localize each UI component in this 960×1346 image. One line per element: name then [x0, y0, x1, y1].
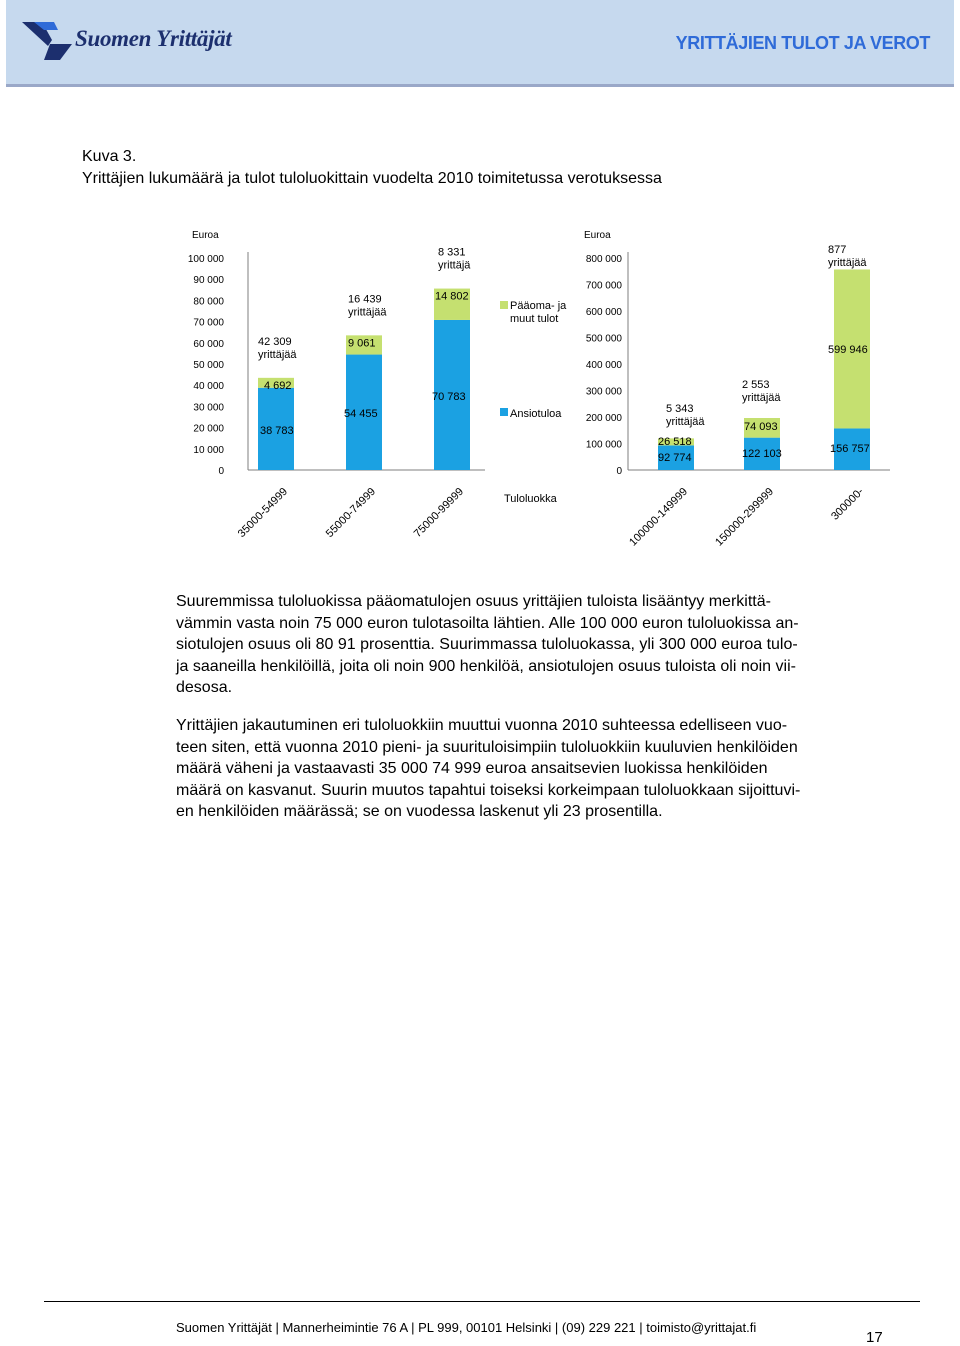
chart-income-high — [570, 220, 910, 560]
y-tick-label: 100 000 — [187, 254, 224, 265]
legend-swatch-paaoma — [500, 301, 508, 309]
y-tick-label: 20 000 — [193, 423, 224, 435]
y-tick-label: 600 000 — [585, 307, 622, 318]
y-tick-label: 50 000 — [193, 360, 224, 371]
y-tick-label: 10 000 — [193, 444, 224, 456]
data-label-ansiotuloa: 92 774 — [658, 452, 692, 464]
data-label-paaoma: 9 061 — [348, 337, 376, 350]
y-axis-title: Euroa — [584, 230, 611, 241]
data-label-paaoma: 599 946 — [828, 344, 868, 356]
data-label-paaoma: 4 692 — [264, 379, 292, 392]
data-label-ansiotuloa: 70 783 — [432, 391, 466, 403]
count-label: 877 yrittäjää — [828, 244, 867, 269]
text-line: ja saaneilla henkilöillä, joita oli noin 900 henkilöä, ansiotulojen osuus tuloista oli noin vii- — [176, 657, 796, 675]
x-tick-label: 55000-74999 — [323, 485, 379, 540]
x-tick-label: 35000-54999 — [235, 485, 291, 540]
paragraph-2 — [176, 715, 892, 823]
y-tick-label: 70 000 — [193, 317, 224, 329]
count-label: 8 331 yrittäjä — [438, 246, 471, 272]
text-line: vämmin vasta noin 75 000 euron tulotasoilta lähtien. Alle 100 000 euron tuloluokissa an- — [176, 614, 799, 632]
legend-swatch-ansiotuloa — [500, 408, 508, 416]
y-tick-label: 30 000 — [193, 402, 224, 414]
caption-label: Kuva 3. — [82, 148, 137, 165]
y-tick-label: 90 000 — [193, 275, 224, 287]
y-tick-label: 0 — [218, 466, 224, 477]
x-tick-label: 300000- — [829, 485, 867, 523]
count-label: 16 439 yrittäjää — [348, 293, 387, 319]
legend-label-ansiotuloa: Ansiotuloa — [510, 408, 562, 420]
caption-title: Yrittäjien lukumäärä ja tulot tuloluokittain vuodelta 2010 toimitetussa verotuksessa — [82, 170, 662, 187]
x-tick-label: 150000-299999 — [713, 485, 777, 549]
logo-text: Suomen Yrittäjät — [75, 26, 232, 51]
y-tick-label: 100 000 — [585, 439, 622, 451]
text-line: desosa. — [176, 679, 233, 696]
paragraph-1 — [176, 591, 892, 699]
data-label-paaoma: 14 802 — [435, 290, 469, 303]
data-label-ansiotuloa: 156 757 — [830, 443, 870, 455]
y-axis-title: Euroa — [192, 230, 219, 241]
data-label-paaoma: 26 518 — [658, 436, 692, 448]
x-tick-label: 100000-149999 — [627, 485, 691, 549]
text-line: määrä väheni ja vastaavasti 35 000 74 999 euroa ansaitsevien luokissa henkilöiden — [176, 760, 768, 777]
y-tick-label: 80 000 — [193, 296, 224, 308]
x-tick-label: 75000-99999 — [411, 485, 467, 540]
count-label: 2 553 yrittäjää — [742, 379, 781, 404]
y-tick-label: 400 000 — [585, 360, 622, 371]
y-tick-label: 200 000 — [585, 413, 622, 424]
figure-caption — [82, 146, 662, 190]
header-title: YRITTÄJIEN TULOT JA VEROT — [675, 33, 930, 53]
text-line: Suuremmissa tuloluokissa pääomatulojen osuus yrittäjien tuloista lisääntyy merkittä- — [176, 593, 771, 610]
y-tick-label: 60 000 — [193, 338, 224, 350]
footer-contact: Suomen Yrittäjät | Mannerheimintie 76 A | PL 999, 00101 Helsinki | (09) 229 221 | toimisto@yrittajat.fi — [176, 1320, 757, 1335]
y-tick-label: 700 000 — [585, 280, 622, 292]
y-tick-label: 500 000 — [585, 333, 622, 345]
data-label-ansiotuloa: 38 783 — [260, 425, 294, 437]
text-line: teen siten, että vuonna 2010 pieni- ja suurituloisimpiin tuloluokkiin kuuluvien henkilöiden — [176, 738, 798, 756]
text-line: en henkilöiden määrässä; se on vuodessa laskenut yli 23 prosentilla. — [176, 803, 663, 820]
y-tick-label: 300 000 — [585, 386, 622, 398]
text-line: siotulojen osuus oli 80 91 prosenttia. Suurimmassa tuloluokassa, yli 300 000 euroa tulo- — [176, 636, 798, 653]
count-label: 42 309 yrittäjää — [258, 335, 297, 361]
footer-divider — [44, 1301, 920, 1302]
x-axis-title: Tuloluokka — [504, 493, 557, 505]
chart-income-low — [180, 220, 580, 560]
data-label-paaoma: 74 093 — [744, 421, 778, 434]
page-header — [6, 0, 954, 87]
text-line: määrä on kasvanut. Suurin muutos tapahtui toiseksi korkeimpaan tuloluokkaan sijoittuvi- — [176, 781, 801, 799]
y-tick-label: 0 — [616, 466, 622, 477]
text-line: Yrittäjien jakautuminen eri tuloluokkiin muuttui vuonna 2010 suhteessa edelliseen vuo- — [176, 717, 788, 734]
data-label-ansiotuloa: 54 455 — [344, 408, 378, 420]
y-tick-label: 40 000 — [193, 381, 224, 393]
page-number: 17 — [866, 1329, 883, 1346]
legend-label-paaoma: Pääoma- ja muut tulot — [510, 300, 567, 325]
data-label-ansiotuloa: 122 103 — [742, 448, 782, 460]
y-tick-label: 800 000 — [585, 254, 622, 265]
suomen-yrittajat-logo — [20, 16, 240, 62]
logo-mark-icon — [20, 16, 80, 62]
count-label: 5 343 yrittäjää — [666, 403, 705, 428]
